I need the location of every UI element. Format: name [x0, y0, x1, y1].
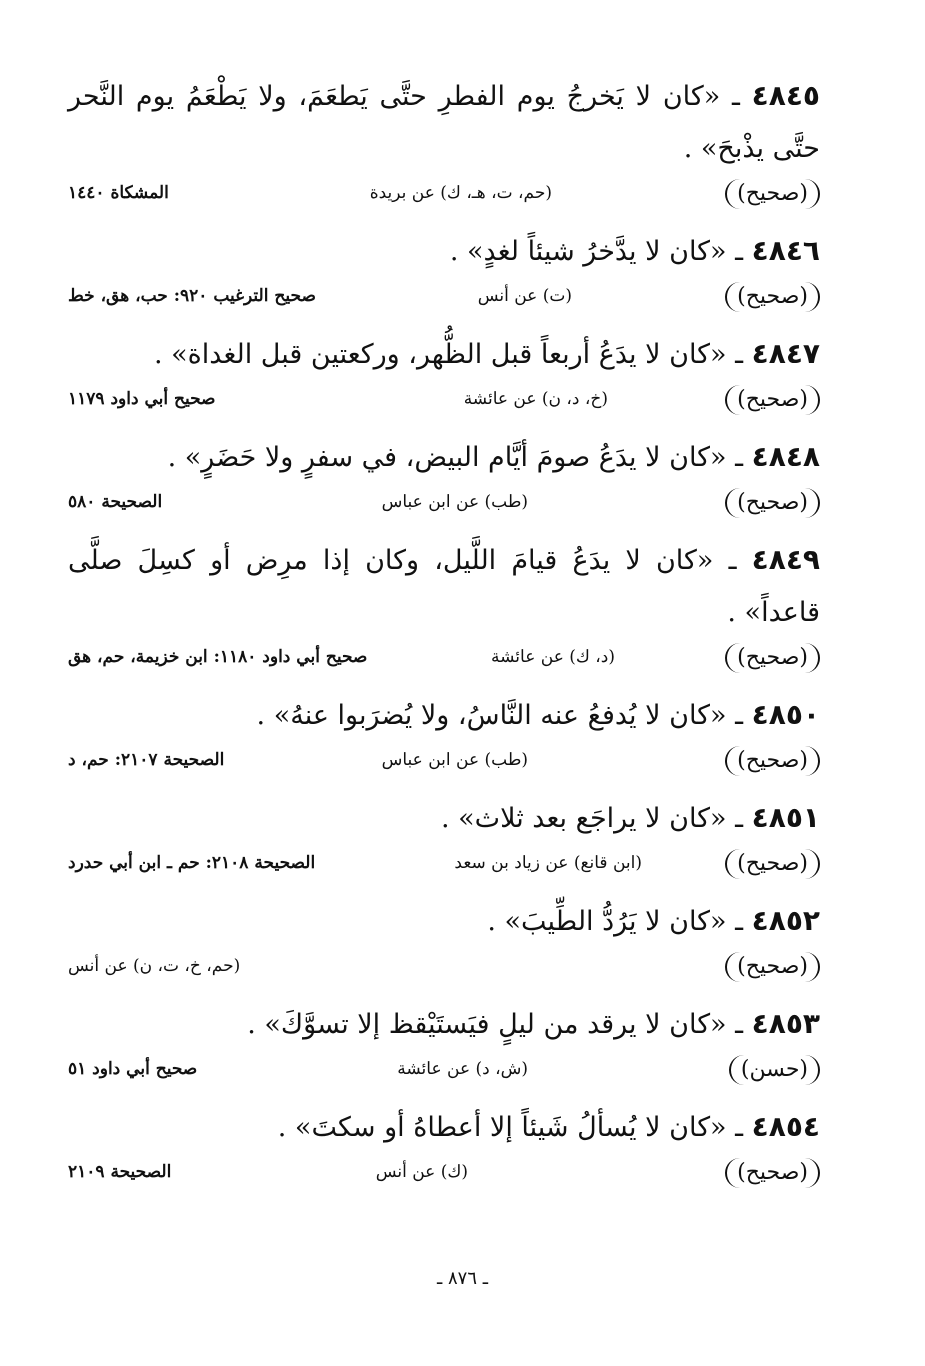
hadith-text-block: ٤٨٥٣ ـ «كان لا يرقد من ليلٍ فيَستَيْقظ إلا تسوَّكَ» . [247, 1007, 820, 1040]
hadith-number: ٤٨٥١ [751, 801, 820, 834]
hadith-number: ٤٨٤٨ [751, 440, 820, 473]
grade-label: (صحيح) [725, 385, 820, 415]
source-label: (حم، خ، ت، ن) عن أنس [68, 956, 241, 976]
reference-label: الصحيحة ٢١٠٩ [68, 1162, 172, 1182]
source-label: (ت) عن أنس [477, 286, 572, 306]
hadith-number: ٤٨٤٧ [751, 337, 820, 370]
hadith-meta [68, 484, 820, 528]
reference-label: صحيح أبي داود ١١٨٠: ابن خزيمة، حم، هق [68, 647, 368, 667]
hadith-meta [68, 278, 820, 322]
grade-label: (حسن) [729, 1055, 820, 1085]
source-label: (طب) عن ابن عباس [381, 750, 528, 770]
hadith-text: «كان لا يَخرجُ يوم الفطرِ حتَّى يَطعَمَ، ولا يَطْعَمُ يوم النَّحر حتَّى يذْبحَ» . [68, 81, 820, 164]
hadith-text-block: ٤٨٤٥ ـ «كان لا يَخرجُ يوم الفطرِ حتَّى يَطعَمَ، ولا يَطْعَمُ يوم النَّحر حتَّى يذْبحَ» . [68, 79, 820, 164]
hadith-text-block: ٤٨٥٤ ـ «كان لا يُسألُ شَيئاً إلا أعطاهُ أو سكتَ» . [277, 1110, 820, 1143]
source-label: (د، ك) عن عائشة [491, 647, 615, 667]
hadith-text-block: ٤٨٥٢ ـ «كان لا يَرُدُّ الطِّيبَ» . [487, 904, 820, 937]
hadith-meta [68, 948, 820, 992]
reference-label: الصحيحة ٢١٠٨: حم ـ ابن أبي حدرد [68, 853, 316, 873]
page-number: ـ ٨٧٦ ـ [436, 1268, 488, 1289]
hadith-meta [68, 845, 820, 889]
hadith-text: «كان لا يَرُدُّ الطِّيبَ» . [487, 906, 727, 937]
hadith-entry [68, 792, 820, 889]
grade-label: (صحيح) [725, 179, 820, 209]
reference-label: الصحيحة ٥٨٠ [68, 492, 163, 512]
hadith-entry [68, 328, 820, 425]
hadith-text-block: ٤٨٤٦ ـ «كان لا يدَّخرُ شيئاً لغدٍ» . [449, 234, 820, 267]
hadith-meta [68, 1154, 820, 1198]
source-label: (ش، د) عن عائشة [397, 1059, 528, 1079]
source-label: (ابن قانع) عن زياد بن سعد [454, 853, 642, 873]
hadith-number: ٤٨٤٦ [751, 234, 820, 267]
hadith-meta [68, 639, 820, 683]
hadith-meta [68, 1051, 820, 1095]
grade-label: (صحيح) [725, 282, 820, 312]
hadith-entry [68, 689, 820, 786]
hadith-text: «كان لا يدَعُ قيامَ اللَّيل، وكان إذا مرِض أو كسِلَ صلَّى قاعداً» . [68, 545, 820, 628]
hadith-number: ٤٨٤٥ [751, 79, 820, 112]
hadith-text: «كان لا يراجَع بعد ثلاث» . [440, 803, 727, 834]
hadith-number: ٤٨٥٣ [751, 1007, 820, 1040]
source-label: (طب) عن ابن عباس [381, 492, 528, 512]
hadith-entry [68, 895, 820, 992]
hadith-text: «كان لا يدَعُ أربعاً قبل الظُّهر، وركعتين قبل الغداة» . [153, 339, 727, 370]
grade-label: (صحيح) [725, 643, 820, 673]
reference-label: المشكاة ١٤٤٠ [68, 183, 169, 203]
grade-label: (صحيح) [725, 1158, 820, 1188]
hadith-text-block: ٤٨٤٩ ـ «كان لا يدَعُ قيامَ اللَّيل، وكان إذا مرِض أو كسِلَ صلَّى قاعداً» . [68, 543, 820, 628]
hadith-text-block: ٤٨٤٨ ـ «كان لا يدَعُ صومَ أيَّام البيض، في سفرٍ ولا حَضَرٍ» . [167, 440, 820, 473]
hadith-text: «كان لا يدَّخرُ شيئاً لغدٍ» . [449, 236, 727, 267]
source-label: (ك) عن أنس [375, 1162, 468, 1182]
hadith-entry [68, 225, 820, 322]
hadith-entry [68, 998, 820, 1095]
reference-label: الصحيحة ٢١٠٧: حم، د [68, 750, 225, 770]
grade-label: (صحيح) [725, 746, 820, 776]
hadith-entry [68, 1101, 820, 1198]
source-label: (حم، ت، هـ، ك) عن بريدة [369, 183, 552, 203]
hadith-number: ٤٨٤٩ [751, 543, 820, 576]
hadith-text-block: ٤٨٥١ ـ «كان لا يراجَع بعد ثلاث» . [440, 801, 820, 834]
hadith-text-block: ٤٨٥٠ ـ «كان لا يُدفعُ عنه النَّاسُ، ولا يُضرَبوا عنهُ» . [256, 698, 820, 731]
hadith-meta [68, 742, 820, 786]
hadith-number: ٤٨٥٤ [751, 1110, 820, 1143]
hadith-text: «كان لا يُدفعُ عنه النَّاسُ، ولا يُضرَبوا عنهُ» . [256, 700, 727, 731]
hadith-text: «كان لا يرقد من ليلٍ فيَستَيْقظ إلا تسوَّكَ» . [247, 1009, 727, 1040]
hadith-text: «كان لا يُسألُ شَيئاً إلا أعطاهُ أو سكتَ» . [277, 1112, 727, 1143]
reference-label: صحيح أبي داود ٥١ [68, 1059, 198, 1079]
reference-label: صحيح أبي داود ١١٧٩ [68, 389, 216, 409]
hadith-number: ٤٨٥٠ [751, 698, 820, 731]
grade-label: (صحيح) [725, 952, 820, 982]
hadith-number: ٤٨٥٢ [751, 904, 820, 937]
hadith-entry [68, 534, 820, 683]
hadith-meta [68, 381, 820, 425]
hadith-page [68, 70, 820, 1204]
hadith-text: «كان لا يدَعُ صومَ أيَّام البيض، في سفرٍ ولا حَضَرٍ» . [167, 442, 727, 473]
hadith-entry [68, 431, 820, 528]
hadith-entry [68, 70, 820, 219]
grade-label: (صحيح) [725, 849, 820, 879]
reference-label: صحيح الترغيب ٩٢٠: حب، هق، خط [68, 286, 316, 306]
grade-label: (صحيح) [725, 488, 820, 518]
hadith-meta [68, 175, 820, 219]
source-label: (خ، د، ن) عن عائشة [463, 389, 608, 409]
hadith-text-block: ٤٨٤٧ ـ «كان لا يدَعُ أربعاً قبل الظُّهر، وركعتين قبل الغداة» . [153, 337, 820, 370]
